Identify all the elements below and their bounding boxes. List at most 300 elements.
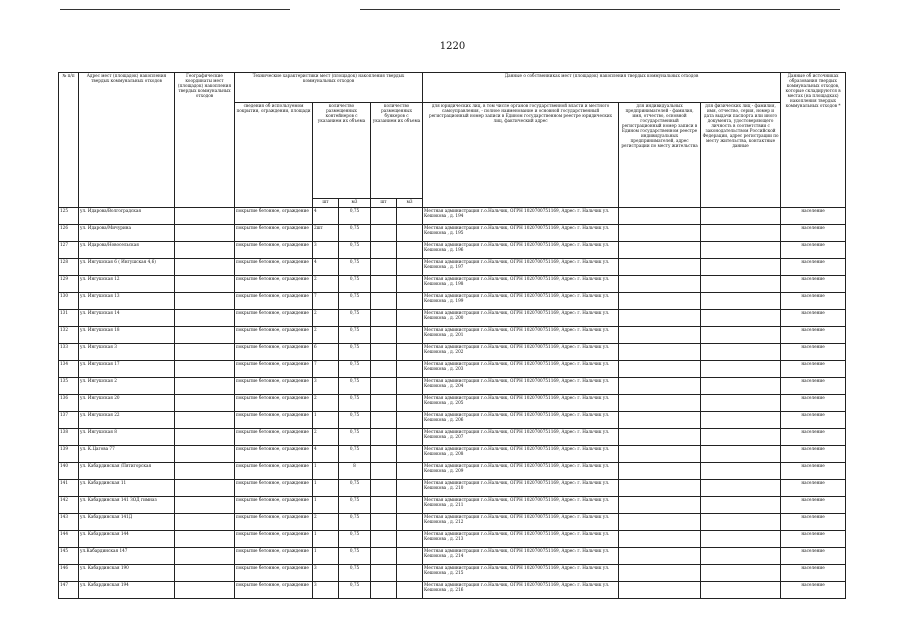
cell-container-volume: 0,75 — [339, 361, 371, 378]
cell-num: 141 — [59, 480, 79, 497]
cell-address: ул. Ингушская 8 — [79, 429, 175, 446]
cell-owner-entrepreneur — [619, 497, 701, 514]
cell-surface: покрытие бетонное, ограждение — [235, 531, 313, 548]
cell-address: ул. Кабардинская /Пятигорская — [79, 463, 175, 480]
cell-owner-individual — [701, 395, 781, 412]
cell-owner-entrepreneur — [619, 310, 701, 327]
cell-owner-legal: Местная администрация г.о.Нальчик, ОГРН 1020700751169, Адрес: г. Нальчик ул. Кешокова , д. 195 — [423, 225, 619, 242]
header-num: № п/п — [59, 73, 79, 208]
cell-bunker-count — [371, 242, 397, 259]
cell-container-count: 1 — [313, 463, 339, 480]
cell-coords — [175, 395, 235, 412]
cell-num: 136 — [59, 395, 79, 412]
cell-bunker-volume — [397, 378, 423, 395]
cell-address: ул. Ингушская 17 — [79, 361, 175, 378]
cell-container-count: 2 — [313, 276, 339, 293]
table-row — [59, 463, 846, 480]
cell-source: население — [781, 259, 846, 276]
cell-bunker-volume — [397, 225, 423, 242]
cell-bunker-count — [371, 395, 397, 412]
header-legal: для юридических лиц, в том числе органов государственной власти и местного самоуправления, - полное наименование и основной государственный регистрационный номер записи в Едином государственном реестре юридических лиц, фактический адрес — [423, 103, 619, 208]
header-address: Адрес мест (площадок) накопления твердых коммунальных отходов — [79, 73, 175, 208]
cell-num: 129 — [59, 276, 79, 293]
cell-source: население — [781, 531, 846, 548]
cell-bunker-volume — [397, 395, 423, 412]
cell-surface: покрытие бетонное, ограждение — [235, 565, 313, 582]
table-row — [59, 225, 846, 242]
cell-surface: покрытие бетонное, ограждение — [235, 361, 313, 378]
cell-bunker-count — [371, 412, 397, 429]
cell-bunker-volume — [397, 446, 423, 463]
cell-container-volume: 0,75 — [339, 565, 371, 582]
cell-address: ул. К.Цагова 77 — [79, 446, 175, 463]
cell-container-count: 2 — [313, 327, 339, 344]
cell-owner-legal: Местная администрация г.о.Нальчик, ОГРН 1020700751169, Адрес: г. Нальчик ул. Кешокова , д. 215 — [423, 565, 619, 582]
cell-surface: покрытие бетонное, ограждение — [235, 514, 313, 531]
cell-bunker-volume — [397, 548, 423, 565]
cell-surface: покрытие бетонное, ограждение — [235, 276, 313, 293]
cell-num: 143 — [59, 514, 79, 531]
cell-coords — [175, 531, 235, 548]
cell-bunker-count — [371, 344, 397, 361]
cell-num: 140 — [59, 463, 79, 480]
cell-container-volume: 8 — [339, 463, 371, 480]
cell-container-volume: 0,75 — [339, 412, 371, 429]
cell-container-volume: 0,75 — [339, 395, 371, 412]
cell-surface: покрытие бетонное, ограждение — [235, 225, 313, 242]
cell-bunker-volume — [397, 242, 423, 259]
cell-bunker-volume — [397, 531, 423, 548]
cell-surface: покрытие бетонное, ограждение — [235, 446, 313, 463]
cell-container-volume: 0,75 — [339, 344, 371, 361]
cell-owner-legal: Местная администрация г.о.Нальчик, ОГРН 1020700751169, Адрес: г. Нальчик ул. Кешокова , д. 194 — [423, 208, 619, 225]
cell-bunker-volume — [397, 276, 423, 293]
cell-coords — [175, 446, 235, 463]
cell-coords — [175, 276, 235, 293]
cell-owner-legal: Местная администрация г.о.Нальчик, ОГРН 1020700751169, Адрес: г. Нальчик ул. Кешокова , д. 211 — [423, 497, 619, 514]
cell-num: 139 — [59, 446, 79, 463]
cell-owner-individual — [701, 361, 781, 378]
cell-coords — [175, 327, 235, 344]
cell-source: население — [781, 225, 846, 242]
cell-owner-legal: Местная администрация г.о.Нальчик, ОГРН 1020700751169, Адрес: г. Нальчик ул. Кешокова , д. 212 — [423, 514, 619, 531]
cell-owner-legal: Местная администрация г.о.Нальчик, ОГРН 1020700751169, Адрес: г. Нальчик ул. Кешокова , д. 213 — [423, 531, 619, 548]
cell-coords — [175, 497, 235, 514]
cell-bunker-volume — [397, 327, 423, 344]
cell-address: ул.Кабардинская 147 — [79, 548, 175, 565]
cell-surface: покрытие бетонное, ограждение — [235, 463, 313, 480]
cell-bunker-count — [371, 293, 397, 310]
table-row — [59, 327, 846, 344]
cell-coords — [175, 242, 235, 259]
cell-owner-legal: Местная администрация г.о.Нальчик, ОГРН 1020700751169, Адрес: г. Нальчик ул. Кешокова , д. 206 — [423, 412, 619, 429]
cell-container-volume: 0,75 — [339, 293, 371, 310]
cell-coords — [175, 480, 235, 497]
cell-container-volume: 0,75 — [339, 514, 371, 531]
cell-bunker-volume — [397, 514, 423, 531]
cell-coords — [175, 225, 235, 242]
cell-num: 135 — [59, 378, 79, 395]
cell-owner-legal: Местная администрация г.о.Нальчик, ОГРН 1020700751169, Адрес: г. Нальчик ул. Кешокова , д. 208 — [423, 446, 619, 463]
cell-container-count: 2 — [313, 429, 339, 446]
cell-container-volume: 0,75 — [339, 378, 371, 395]
cell-owner-legal: Местная администрация г.о.Нальчик, ОГРН 1020700751169, Адрес: г. Нальчик ул. Кешокова , д. 199 — [423, 293, 619, 310]
header-surface: сведения об используемом покрытии, ограждении, площади — [235, 103, 313, 208]
cell-owner-individual — [701, 582, 781, 599]
cell-bunker-count — [371, 463, 397, 480]
cell-container-count: 3 — [313, 242, 339, 259]
table-row — [59, 429, 846, 446]
cell-coords — [175, 582, 235, 599]
cell-container-count: 4 — [313, 259, 339, 276]
table-row — [59, 446, 846, 463]
cell-surface: покрытие бетонное, ограждение — [235, 480, 313, 497]
cell-num: 130 — [59, 293, 79, 310]
cell-surface: покрытие бетонное, ограждение — [235, 242, 313, 259]
cell-source: население — [781, 293, 846, 310]
cell-num: 147 — [59, 582, 79, 599]
cell-owner-individual — [701, 480, 781, 497]
cell-surface: покрытие бетонное, ограждение — [235, 378, 313, 395]
cell-owner-legal: Местная администрация г.о.Нальчик, ОГРН 1020700751169, Адрес: г. Нальчик ул. Кешокова , д. 201 — [423, 327, 619, 344]
cell-bunker-count — [371, 531, 397, 548]
cell-coords — [175, 429, 235, 446]
cell-source: население — [781, 242, 846, 259]
cell-source: население — [781, 361, 846, 378]
cell-owner-individual — [701, 429, 781, 446]
cell-container-volume: 0,75 — [339, 310, 371, 327]
cell-bunker-volume — [397, 429, 423, 446]
cell-container-count: 1 — [313, 548, 339, 565]
cell-bunker-count — [371, 446, 397, 463]
cell-owner-individual — [701, 565, 781, 582]
cell-owner-entrepreneur — [619, 412, 701, 429]
cell-address: ул. Ингушская 6 ( Ингушская 4,6) — [79, 259, 175, 276]
cell-bunker-volume — [397, 293, 423, 310]
cell-source: население — [781, 480, 846, 497]
cell-source: население — [781, 446, 846, 463]
cell-address: ул. Кабардинская 141Д — [79, 514, 175, 531]
cell-bunker-volume — [397, 344, 423, 361]
cell-bunker-count — [371, 480, 397, 497]
table-row — [59, 412, 846, 429]
cell-source: население — [781, 344, 846, 361]
cell-address: ул. Ингушская 3 — [79, 344, 175, 361]
cell-owner-individual — [701, 208, 781, 225]
cell-source: население — [781, 463, 846, 480]
cell-num: 134 — [59, 361, 79, 378]
header-individual: для физических лиц - фамилия, имя, отчество, серия, номер и дата выдачи паспорта или иного документа, удостоверяющего личность в соответствии с законодательством Российской Федерации, адрес регистрации по месту жительства, контактные данные — [701, 103, 781, 208]
header-coords: Географические координаты мест (площадок) накопления твердых коммунальных отходов — [175, 73, 235, 208]
unit-pcs-containers: шт — [313, 199, 339, 208]
table-row — [59, 293, 846, 310]
cell-address: ул. Ингушская 18 — [79, 327, 175, 344]
cell-num: 128 — [59, 259, 79, 276]
cell-bunker-volume — [397, 412, 423, 429]
cell-container-count: 4 — [313, 208, 339, 225]
cell-owner-individual — [701, 242, 781, 259]
cell-container-volume: 0,75 — [339, 276, 371, 293]
cell-bunker-count — [371, 514, 397, 531]
cell-bunker-volume — [397, 208, 423, 225]
table-row — [59, 344, 846, 361]
cell-owner-legal: Местная администрация г.о.Нальчик, ОГРН 1020700751169, Адрес: г. Нальчик ул. Кешокова , д. 205 — [423, 395, 619, 412]
cell-owner-individual — [701, 225, 781, 242]
cell-bunker-volume — [397, 480, 423, 497]
cell-owner-individual — [701, 378, 781, 395]
cell-container-volume: 0,75 — [339, 208, 371, 225]
cell-num: 127 — [59, 242, 79, 259]
cell-surface: покрытие бетонное, ограждение — [235, 344, 313, 361]
cell-coords — [175, 344, 235, 361]
cell-surface: покрытие бетонное, ограждение — [235, 497, 313, 514]
cell-coords — [175, 310, 235, 327]
cell-num: 144 — [59, 531, 79, 548]
cell-owner-legal: Местная администрация г.о.Нальчик, ОГРН 1020700751169, Адрес: г. Нальчик ул. Кешокова , д. 202 — [423, 344, 619, 361]
cell-container-volume: 0,75 — [339, 548, 371, 565]
cell-bunker-count — [371, 327, 397, 344]
cell-container-count: 1 — [313, 412, 339, 429]
cell-container-count: 7 — [313, 361, 339, 378]
cell-source: население — [781, 276, 846, 293]
table-row — [59, 582, 846, 599]
cell-container-count: 2 — [313, 310, 339, 327]
cell-bunker-count — [371, 378, 397, 395]
cell-bunker-volume — [397, 497, 423, 514]
cell-owner-entrepreneur — [619, 548, 701, 565]
cell-surface: покрытие бетонное, ограждение — [235, 582, 313, 599]
cell-address: ул. Идарова/Мичурина — [79, 225, 175, 242]
cell-bunker-count — [371, 310, 397, 327]
header-owners: Данные о собственниках мест (площадок) накопления твердых коммунальных отходов — [423, 73, 781, 103]
cell-surface: покрытие бетонное, ограждение — [235, 327, 313, 344]
cell-owner-entrepreneur — [619, 361, 701, 378]
page-number: 1220 — [439, 41, 466, 52]
cell-container-volume: 0,75 — [339, 242, 371, 259]
cell-source: население — [781, 565, 846, 582]
cell-container-count: 1 — [313, 497, 339, 514]
cell-owner-entrepreneur — [619, 463, 701, 480]
cell-num: 125 — [59, 208, 79, 225]
cell-owner-entrepreneur — [619, 395, 701, 412]
cell-surface: покрытие бетонное, ограждение — [235, 412, 313, 429]
header-tech: Технические характеристики мест (площадок) накопления твердых коммунальных отходов — [235, 73, 423, 103]
cell-num: 142 — [59, 497, 79, 514]
cell-bunker-volume — [397, 582, 423, 599]
table-row — [59, 310, 846, 327]
table-row — [59, 531, 846, 548]
cell-address: ул. Кабардинская 194 — [79, 582, 175, 599]
cell-owner-entrepreneur — [619, 344, 701, 361]
cell-surface: покрытие бетонное, ограждение — [235, 548, 313, 565]
cell-container-volume: 0,75 — [339, 327, 371, 344]
cell-source: население — [781, 208, 846, 225]
cell-owner-entrepreneur — [619, 293, 701, 310]
cell-num: 133 — [59, 344, 79, 361]
cell-owner-legal: Местная администрация г.о.Нальчик, ОГРН 1020700751169, Адрес: г. Нальчик ул. Кешокова , д. 203 — [423, 361, 619, 378]
cell-owner-entrepreneur — [619, 582, 701, 599]
cell-container-count: 3 — [313, 378, 339, 395]
cell-owner-legal: Местная администрация г.о.Нальчик, ОГРН 1020700751169, Адрес: г. Нальчик ул. Кешокова , д. 210 — [423, 480, 619, 497]
cell-address: ул. Ингушская 12 — [79, 276, 175, 293]
cell-source: население — [781, 395, 846, 412]
cell-owner-legal: Местная администрация г.о.Нальчик, ОГРН 1020700751169, Адрес: г. Нальчик ул. Кешокова , д. 204 — [423, 378, 619, 395]
cell-owner-individual — [701, 344, 781, 361]
cell-bunker-count — [371, 429, 397, 446]
cell-coords — [175, 259, 235, 276]
cell-coords — [175, 565, 235, 582]
cell-container-count: 1 — [313, 531, 339, 548]
cell-address: ул. Ингушская 2 — [79, 378, 175, 395]
cell-container-count: 7 — [313, 293, 339, 310]
cell-container-volume: 0,75 — [339, 429, 371, 446]
cell-num: 145 — [59, 548, 79, 565]
cell-owner-entrepreneur — [619, 378, 701, 395]
cell-owner-individual — [701, 548, 781, 565]
cell-owner-individual — [701, 327, 781, 344]
cell-source: население — [781, 327, 846, 344]
cell-address: ул. Кабардинская 144 — [79, 531, 175, 548]
cell-owner-legal: Местная администрация г.о.Нальчик, ОГРН 1020700751169, Адрес: г. Нальчик ул. Кешокова , д. 216 — [423, 582, 619, 599]
cell-owner-legal: Местная администрация г.о.Нальчик, ОГРН 1020700751169, Адрес: г. Нальчик ул. Кешокова , д. 197 — [423, 259, 619, 276]
cell-address: ул. Кабардинская 11 — [79, 480, 175, 497]
cell-address: ул. Кабардинская 190 — [79, 565, 175, 582]
cell-container-volume: 0,75 — [339, 259, 371, 276]
unit-pcs-bunkers: шт — [371, 199, 397, 208]
cell-source: население — [781, 497, 846, 514]
cell-owner-entrepreneur — [619, 531, 701, 548]
cell-coords — [175, 463, 235, 480]
cell-owner-entrepreneur — [619, 514, 701, 531]
cell-owner-entrepreneur — [619, 276, 701, 293]
cell-owner-legal: Местная администрация г.о.Нальчик, ОГРН 1020700751169, Адрес: г. Нальчик ул. Кешокова , д. 207 — [423, 429, 619, 446]
cell-owner-individual — [701, 514, 781, 531]
cell-container-count: 4 — [313, 446, 339, 463]
cell-container-count: 2 — [313, 395, 339, 412]
cell-bunker-count — [371, 565, 397, 582]
header-bunkers: количество размещенных бункеров с указанием их объема — [371, 103, 423, 199]
cell-bunker-count — [371, 361, 397, 378]
cell-address: ул. Ингушская 13 — [79, 293, 175, 310]
cell-num: 132 — [59, 327, 79, 344]
cell-coords — [175, 208, 235, 225]
cell-surface: покрытие бетонное, ограждение — [235, 293, 313, 310]
table-row — [59, 565, 846, 582]
cell-coords — [175, 514, 235, 531]
cell-num: 146 — [59, 565, 79, 582]
cell-container-count: 3 — [313, 565, 339, 582]
cell-bunker-count — [371, 225, 397, 242]
cell-address: ул. Идарова/Новосельская — [79, 242, 175, 259]
cell-container-volume: 0,75 — [339, 480, 371, 497]
cell-surface: покрытие бетонное, ограждение — [235, 429, 313, 446]
unit-m3-containers: м3 — [339, 199, 371, 208]
cell-bunker-volume — [397, 565, 423, 582]
header-entrepreneur: для индивидуальных предпринимателей - фамилия, имя, отчество, основной государственный регистрационный номер записи в Едином государственном реестре индивидуальных предпринимателей, адрес регистрации по месту жительства — [619, 103, 701, 208]
cell-surface: покрытие бетонное, ограждение — [235, 310, 313, 327]
cell-bunker-count — [371, 208, 397, 225]
table-row — [59, 259, 846, 276]
cell-bunker-volume — [397, 310, 423, 327]
cell-source: население — [781, 548, 846, 565]
table-row — [59, 548, 846, 565]
header-containers: количество размещенных контейнеров с указанием их объема — [313, 103, 371, 199]
registry-table — [58, 72, 846, 599]
table-row — [59, 514, 846, 531]
cell-bunker-count — [371, 548, 397, 565]
cell-owner-individual — [701, 259, 781, 276]
cell-owner-individual — [701, 463, 781, 480]
table-row — [59, 361, 846, 378]
cell-owner-individual — [701, 446, 781, 463]
cell-source: население — [781, 429, 846, 446]
cell-bunker-volume — [397, 361, 423, 378]
cell-container-volume: 0,75 — [339, 531, 371, 548]
cell-address: ул. Кабардинская 141 ЗОД гимназ — [79, 497, 175, 514]
cell-container-volume: 0,75 — [339, 582, 371, 599]
cell-owner-legal: Местная администрация г.о.Нальчик, ОГРН 1020700751169, Адрес: г. Нальчик ул. Кешокова , д. 198 — [423, 276, 619, 293]
table-row — [59, 276, 846, 293]
cell-source: население — [781, 514, 846, 531]
top-rule-left — [60, 9, 290, 10]
cell-address: ул. Ингушская 20 — [79, 395, 175, 412]
cell-source: население — [781, 310, 846, 327]
table-row — [59, 480, 846, 497]
table-row — [59, 208, 846, 225]
cell-surface: покрытие бетонное, ограждение — [235, 395, 313, 412]
cell-bunker-count — [371, 259, 397, 276]
cell-coords — [175, 361, 235, 378]
cell-container-count: 1 — [313, 480, 339, 497]
cell-owner-legal: Местная администрация г.о.Нальчик, ОГРН 1020700751169, Адрес: г. Нальчик ул. Кешокова , д. 209 — [423, 463, 619, 480]
cell-coords — [175, 548, 235, 565]
cell-bunker-count — [371, 497, 397, 514]
cell-num: 126 — [59, 225, 79, 242]
table-body — [59, 208, 846, 599]
cell-owner-individual — [701, 531, 781, 548]
cell-owner-legal: Местная администрация г.о.Нальчик, ОГРН 1020700751169, Адрес: г. Нальчик ул. Кешокова , д. 200 — [423, 310, 619, 327]
cell-owner-entrepreneur — [619, 242, 701, 259]
cell-container-count: 2 — [313, 514, 339, 531]
cell-coords — [175, 378, 235, 395]
cell-owner-entrepreneur — [619, 225, 701, 242]
cell-owner-individual — [701, 293, 781, 310]
cell-owner-legal: Местная администрация г.о.Нальчик, ОГРН 1020700751169, Адрес: г. Нальчик ул. Кешокова , д. 196 — [423, 242, 619, 259]
cell-surface: покрытие бетонное, ограждение — [235, 259, 313, 276]
cell-coords — [175, 293, 235, 310]
cell-owner-entrepreneur — [619, 429, 701, 446]
cell-container-volume: 0,75 — [339, 497, 371, 514]
cell-source: население — [781, 582, 846, 599]
header-sources: Данные об источниках образования твердых коммунальных отходов, которые складируются в местах (на площадках) накопления твердых коммунальных отходов * — [781, 73, 846, 208]
top-rule-right — [360, 9, 840, 10]
cell-num: 131 — [59, 310, 79, 327]
cell-owner-individual — [701, 310, 781, 327]
cell-owner-individual — [701, 276, 781, 293]
cell-coords — [175, 412, 235, 429]
table-row — [59, 242, 846, 259]
table-row — [59, 378, 846, 395]
cell-owner-legal: Местная администрация г.о.Нальчик, ОГРН 1020700751169, Адрес: г. Нальчик ул. Кешокова , д. 214 — [423, 548, 619, 565]
cell-surface: покрытие бетонное, ограждение — [235, 208, 313, 225]
cell-bunker-count — [371, 582, 397, 599]
cell-source: население — [781, 412, 846, 429]
cell-container-volume: 0,75 — [339, 225, 371, 242]
cell-owner-entrepreneur — [619, 565, 701, 582]
cell-address: ул. Ингушская 14 — [79, 310, 175, 327]
table-row — [59, 497, 846, 514]
cell-owner-entrepreneur — [619, 480, 701, 497]
